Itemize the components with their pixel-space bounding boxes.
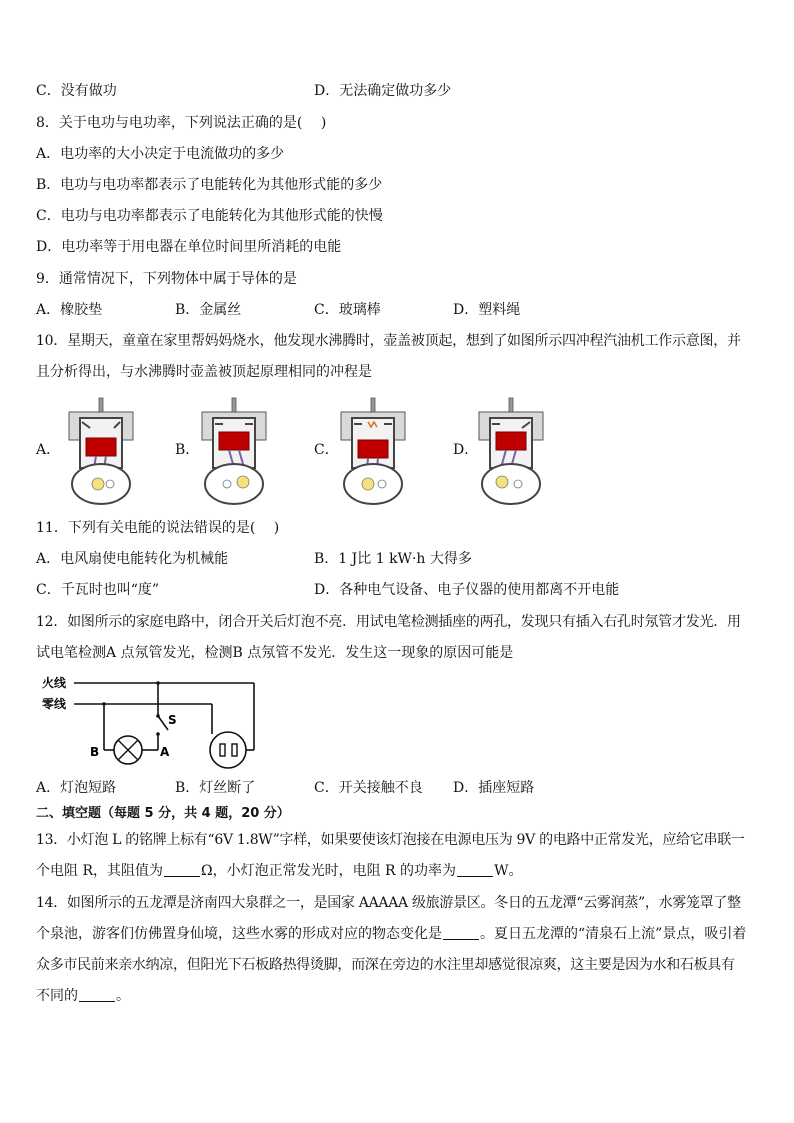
circuit-neutral-label: 零线 xyxy=(42,697,67,711)
section2-heading: 二、填空题（每题 5 分，共 4 题，20 分） xyxy=(36,806,290,821)
q7-option-d: D．无法确定做功多少 xyxy=(314,83,452,99)
engine-diagram-c xyxy=(338,396,408,508)
q13-line1: 13．小灯泡 L 的铭牌上标有“6V 1.8W”字样，如果要使该灯泡接在电源电压为 9V 的电路中正常发光，应给它串联一 xyxy=(36,832,745,848)
q14-property-blank[interactable] xyxy=(79,987,115,1002)
q8-option-a: A．电功率的大小决定于电流做功的多少 xyxy=(36,146,285,162)
q9-option-c: C．玻璃棒 xyxy=(314,302,381,318)
q12-option-b: B．灯丝断了 xyxy=(175,780,256,796)
q14-line2-part-b: 。夏日五龙潭的“清泉石上流”景点，吸引着 xyxy=(480,926,747,942)
q10-label-d: D． xyxy=(453,442,479,458)
q13-line2-part-b: Ω，小灯泡正常发光时，电阻 R 的功率为 xyxy=(201,863,457,879)
q14-line4 xyxy=(36,986,130,1006)
q14-line4-part-a: 不同的 xyxy=(36,988,78,1004)
q9-option-b: B．金属丝 xyxy=(175,302,242,318)
q11-option-c: C．千瓦时也叫“度” xyxy=(36,582,160,598)
q8-option-b: B．电功与电功率都表示了电能转化为其他形式能的多少 xyxy=(36,177,383,193)
q10-label-c: C． xyxy=(314,442,339,458)
point-b-label: B xyxy=(90,745,100,759)
q13-line2 xyxy=(36,861,522,881)
q12-stem-line1: 12．如图所示的家庭电路中，闭合开关后灯泡不亮．用试电笔检测插座的两孔，发现只有插入右孔时氖管才发光．用 xyxy=(36,614,741,630)
q12-option-d: D．插座短路 xyxy=(453,780,535,796)
q11-option-b: B．1 J比 1 kW·h 大得多 xyxy=(314,551,472,567)
point-a-label: A xyxy=(160,745,170,759)
q11-stem: 11．下列有关电能的说法错误的是( ) xyxy=(36,520,280,536)
q10-label-b: B． xyxy=(175,442,200,458)
q13-line2-part-a: 个电阻 R，其阻值为 xyxy=(36,863,163,879)
q12-stem-line2: 试电笔检测A 点氖管发光，检测B 点氖管不发光．发生这一现象的原因可能是 xyxy=(36,645,514,661)
engine-diagram-d xyxy=(476,396,546,508)
q7-option-c: C．没有做功 xyxy=(36,83,117,99)
switch-label: S xyxy=(168,713,177,727)
q13-line2-part-c: W。 xyxy=(494,863,523,879)
q14-line2-part-a: 个泉池，游客们仿佛置身仙境，这些水雾的形成对应的物态变化是 xyxy=(36,926,442,942)
q11-option-a: A．电风扇使电能转化为机械能 xyxy=(36,551,229,567)
q12-option-a: A．灯泡短路 xyxy=(36,780,117,796)
engine-c-body xyxy=(341,398,405,504)
q9-option-d: D．塑料绳 xyxy=(453,302,521,318)
q14-phase-change-blank[interactable] xyxy=(443,925,479,940)
engine-d-body xyxy=(479,398,543,504)
q12-option-c: C．开关接触不良 xyxy=(314,780,423,796)
engine-diagram-b xyxy=(199,396,269,508)
circuit-live-label: 火线 xyxy=(42,676,67,690)
q10-stem-line1: 10．星期天，童童在家里帮妈妈烧水，他发现水沸腾时，壶盖被顶起，想到了如图所示四冲程汽油机工作示意图，并 xyxy=(36,333,741,349)
q9-option-a: A．橡胶垫 xyxy=(36,302,103,318)
q14-line4-part-b: 。 xyxy=(116,988,130,1004)
q9-stem: 9．通常情况下，下列物体中属于导体的是 xyxy=(36,271,297,287)
q11-option-d: D．各种电气设备、电子仪器的使用都离不开电能 xyxy=(314,582,620,598)
q13-resistance-blank[interactable] xyxy=(164,862,200,877)
q13-power-blank[interactable] xyxy=(457,862,493,877)
q8-option-d: D．电功率等于用电器在单位时间里所消耗的电能 xyxy=(36,239,342,255)
engine-b-body xyxy=(202,398,266,504)
switch-lever xyxy=(158,716,168,730)
q14-line3: 众多市民前来亲水纳凉，但阳光下石板路热得烫脚，而深在旁边的水注里却感觉很凉爽，这主要是因为水和石板具有 xyxy=(36,957,735,973)
q8-stem: 8．关于电功与电功率，下列说法正确的是( ) xyxy=(36,115,327,131)
household-circuit-diagram xyxy=(40,672,270,772)
q10-label-a: A． xyxy=(36,442,61,458)
engine-diagram-a xyxy=(66,396,136,508)
q14-line2 xyxy=(36,924,746,944)
q8-option-c: C．电功与电功率都表示了电能转化为其他形式能的快慢 xyxy=(36,208,383,224)
q10-stem-line2: 且分析得出，与水沸腾时壶盖被顶起原理相同的冲程是 xyxy=(36,364,372,380)
wall-socket xyxy=(210,732,246,768)
q14-line1: 14．如图所示的五龙潭是济南四大泉群之一，是国家 AAAAA 级旅游景区。冬日的五龙潭“云雾润蒸”，水雾笼罩了整 xyxy=(36,895,741,911)
engine-a-body xyxy=(69,398,133,504)
